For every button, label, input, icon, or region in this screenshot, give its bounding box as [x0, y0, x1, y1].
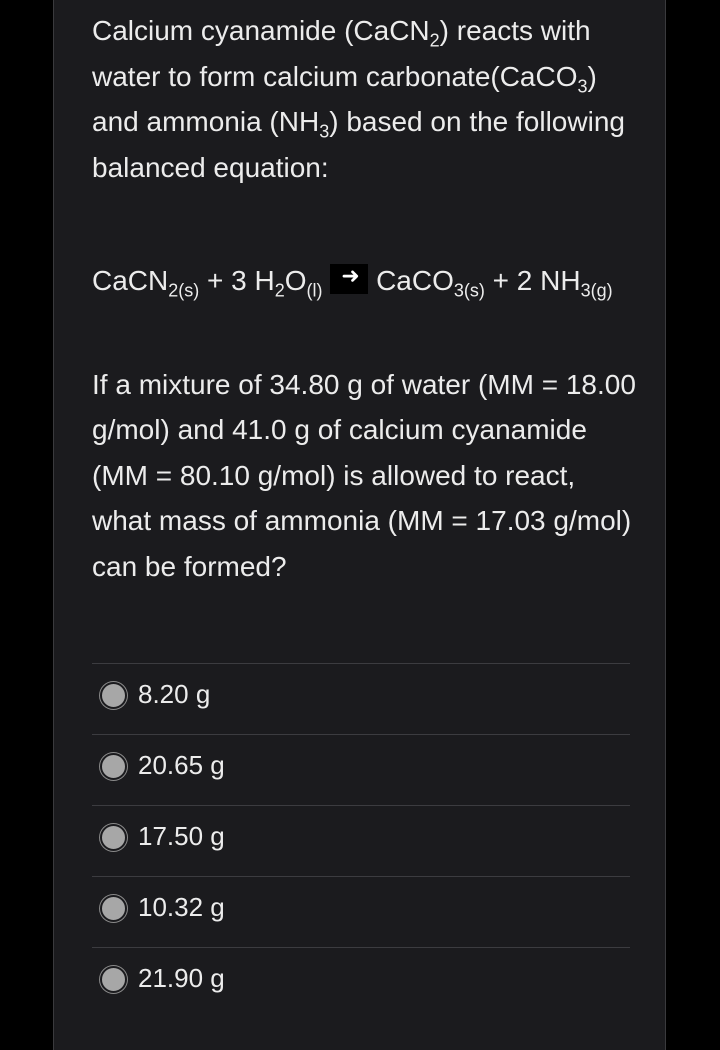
eq-plus-1: + 3 H	[199, 265, 275, 296]
answer-option-label: 10.32 g	[138, 892, 225, 922]
eq-product-2-sub: 3(g)	[580, 280, 613, 301]
eq-reactant-1-sub: 2(s)	[168, 280, 200, 301]
intro-sub-1: 2	[429, 30, 440, 51]
intro-text-3: ) and ammonia (NH	[92, 60, 597, 137]
answer-option[interactable]	[92, 805, 630, 876]
eq-water-sub: 2	[274, 280, 285, 301]
radio-button[interactable]	[100, 895, 127, 922]
radio-button[interactable]	[100, 824, 127, 851]
answer-option[interactable]	[92, 876, 630, 947]
answer-option[interactable]	[92, 947, 630, 1018]
answer-option[interactable]	[92, 663, 630, 734]
eq-product-1: CaCO	[368, 265, 454, 296]
reaction-arrow-icon	[330, 264, 368, 294]
intro-text-1: Calcium cyanamide (CaCN	[92, 15, 430, 46]
radio-button[interactable]	[100, 753, 127, 780]
question-prompt: If a mixture of 34.80 g of water (MM = 18.00 g/mol) and 41.0 g of calcium cyanamide (MM = 80.10 g/mol) is allowed to react, what mass of ammonia (MM = 17.03 g/mol) can be formed?	[92, 368, 636, 582]
answer-option[interactable]	[92, 734, 630, 805]
answer-option-label: 17.50 g	[138, 821, 225, 851]
radio-button[interactable]	[100, 966, 127, 993]
eq-product-1-sub: 3(s)	[453, 280, 485, 301]
eq-water-state: (l)	[306, 280, 323, 301]
answer-option-label: 20.65 g	[138, 750, 225, 780]
chemical-equation	[92, 258, 637, 304]
answer-option-label: 8.20 g	[138, 679, 211, 709]
question-content	[92, 8, 637, 589]
answer-option-label: 21.90 g	[138, 963, 225, 993]
eq-reactant-1: CaCN	[92, 265, 169, 296]
radio-button[interactable]	[100, 682, 127, 709]
arrow-glyph: ➜	[341, 264, 360, 289]
intro-sub-3: 3	[319, 121, 330, 142]
intro-text-2: ) reacts with water to form calcium carbonate(CaCO	[92, 15, 591, 92]
eq-plus-2: + 2 NH	[484, 265, 581, 296]
answer-options	[92, 663, 630, 1018]
question-panel	[53, 0, 666, 1050]
intro-text-4: ) based on the following balanced equation:	[92, 106, 625, 183]
intro-sub-2: 3	[577, 75, 588, 96]
question-intro	[92, 8, 637, 190]
eq-water-o: O	[284, 265, 307, 296]
